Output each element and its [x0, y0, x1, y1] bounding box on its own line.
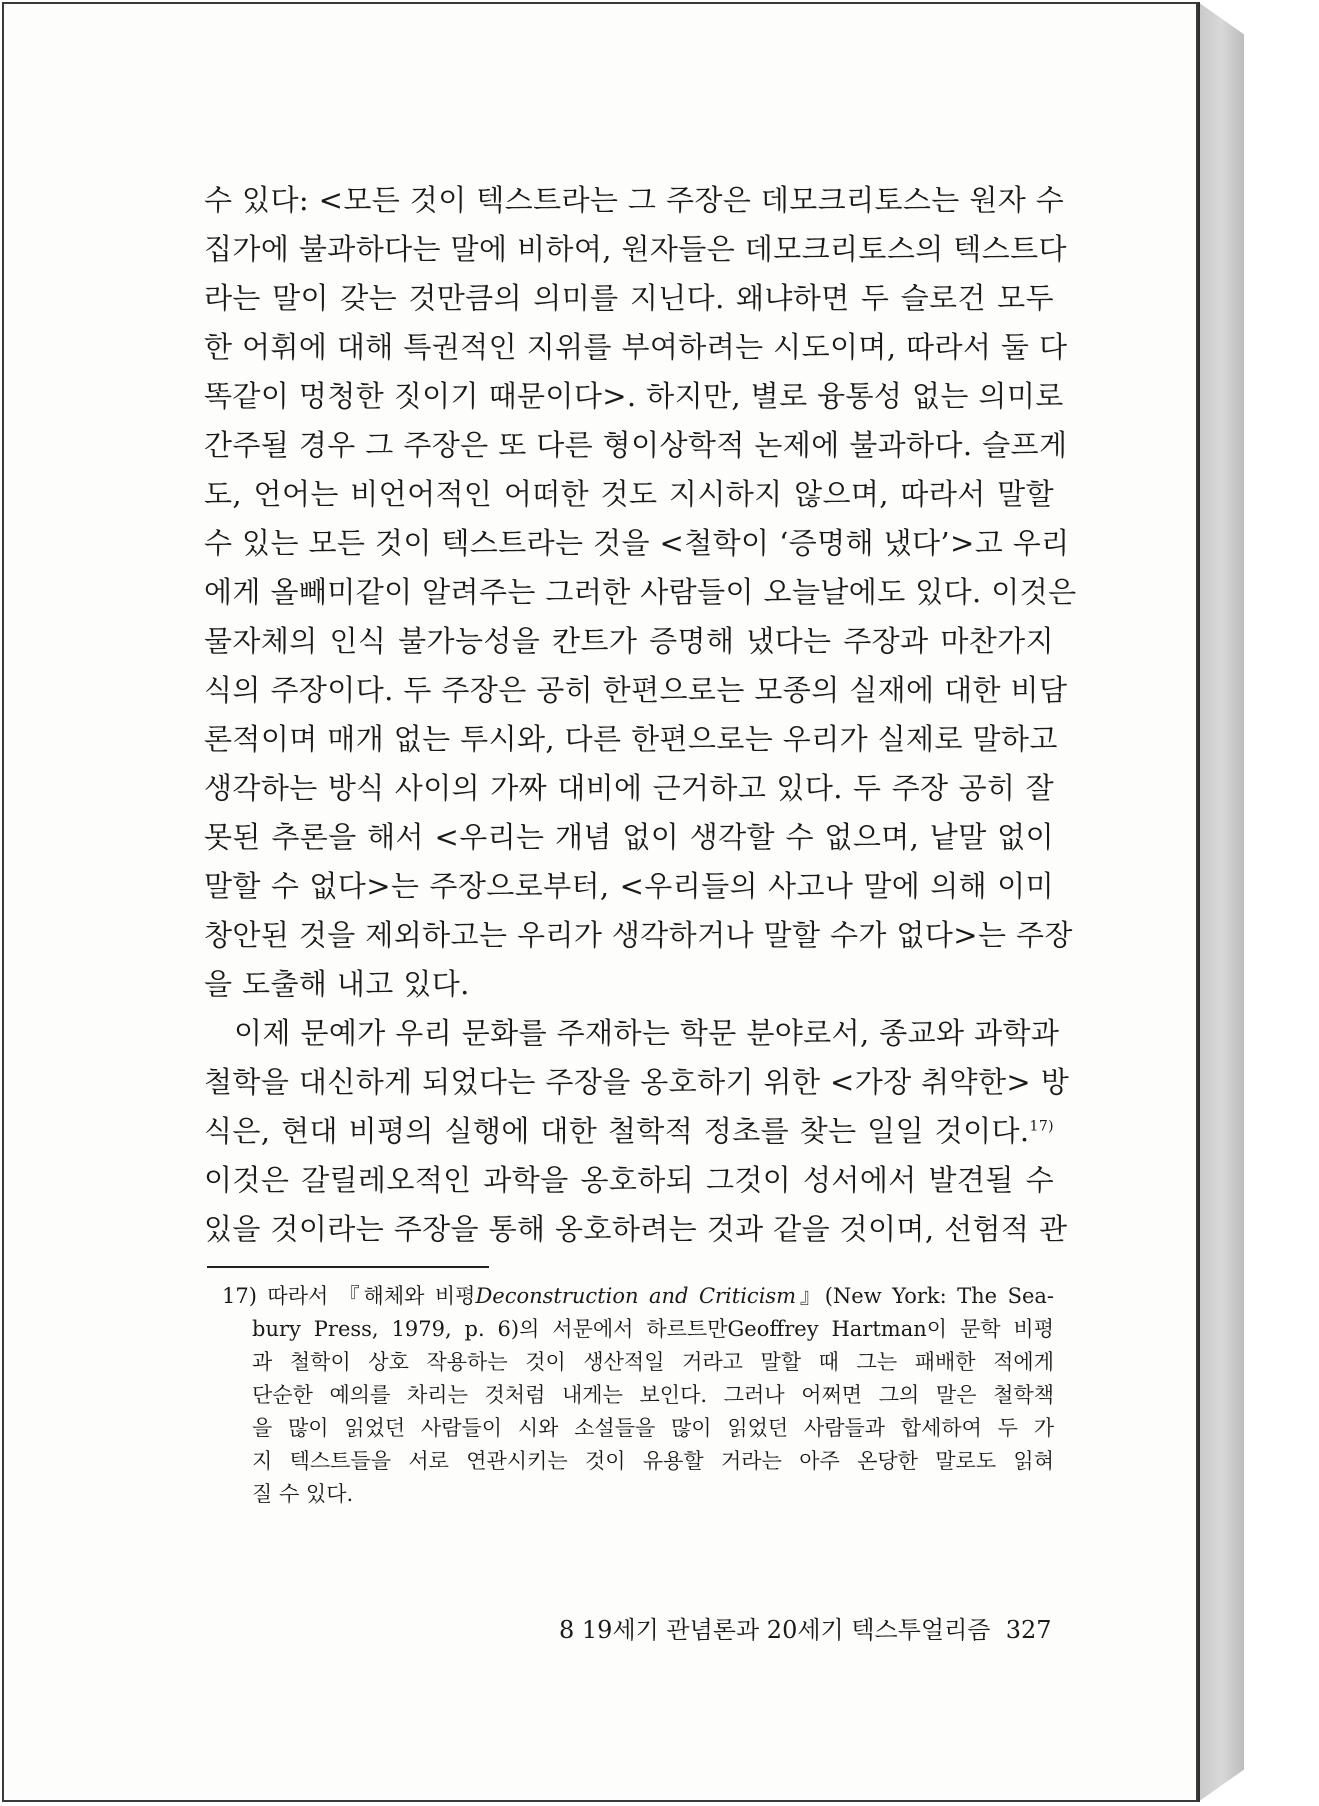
body-line: 물자체의 인식 불가능성을 칸트가 증명해 냈다는 주장과 마찬가지 [204, 624, 1054, 658]
body-line-text: 식은, 현대 비평의 실행에 대한 철학적 정초를 찾는 일일 것이다. [204, 1114, 1030, 1148]
body-line: 한 어휘에 대해 특권적인 지위를 부여하려는 시도이며, 따라서 둘 다 [204, 330, 1068, 364]
footnote-line: 질 수 있다. [252, 1482, 354, 1506]
body-line: 있을 것이라는 주장을 통해 옹호하려는 것과 같을 것이며, 선험적 관 [204, 1212, 1068, 1246]
body-line: 라는 말이 갖는 것만큼의 의미를 지닌다. 왜냐하면 두 슬로건 모두 [204, 281, 1054, 315]
body-line: 식의 주장이다. 두 주장은 공히 한편으로는 모종의 실재에 대한 비담 [204, 673, 1068, 707]
chapter-title: 8 19세기 관념론과 20세기 텍스투얼리즘 [559, 1616, 991, 1644]
footnote-line: 지 텍스트들을 서로 연관시키는 것이 유용할 거라는 아주 온당한 말로도 읽혀 [252, 1449, 1054, 1473]
running-footer [559, 1612, 1052, 1648]
body-line: 말할 수 없다>는 주장으로부터, <우리들의 사고나 말에 의해 이미 [204, 869, 1054, 903]
body-line: 수 있는 모든 것이 텍스트라는 것을 <철학이 ‘증명해 냈다’>고 우리 [204, 526, 1070, 560]
body-line: 에게 올빼미같이 알려주는 그러한 사람들이 오늘날에도 있다. 이것은 [204, 575, 1077, 609]
body-line: 못된 추론을 해서 <우리는 개념 없이 생각할 수 없으며, 낱말 없이 [204, 820, 1054, 854]
body-line: 도, 언어는 비언어적인 어떠한 것도 지시하지 않으며, 따라서 말할 [204, 477, 1054, 511]
paragraph-start-line: 이제 문예가 우리 문화를 주재하는 학문 분야로서, 종교와 과학과 [234, 1016, 1060, 1050]
footnote-text: 』(New York: The Sea- [796, 1284, 1055, 1308]
body-text [204, 176, 1077, 1254]
footnote-line: bury Press, 1979, p. 6)의 서문에서 하르트만Geoffrey Hartman이 문학 비평 [252, 1317, 1054, 1341]
body-line: 론적이며 매개 없는 투시와, 다른 한편으로는 우리가 실제로 말하고 [204, 722, 1058, 756]
footnote-title: Deconstruction and Criticism [475, 1284, 797, 1308]
footnote-divider [207, 1266, 489, 1268]
footnote-line: 을 많이 읽었던 사람들이 시와 소설들을 많이 읽었던 사람들과 합세하여 두 가 [252, 1416, 1054, 1440]
body-line: 수 있다: <모든 것이 텍스트라는 그 주장은 데모크리토스는 원자 수 [204, 183, 1065, 217]
footnote-number: 17) [222, 1284, 257, 1308]
body-line: 생각하는 방식 사이의 가짜 대비에 근거하고 있다. 두 주장 공히 잘 [204, 771, 1054, 805]
page-number: 327 [1005, 1616, 1052, 1644]
body-line: 창안된 것을 제외하고는 우리가 생각하거나 말할 수가 없다>는 주장 [204, 918, 1073, 952]
footnote-first-line [222, 1280, 1054, 1313]
book-page [2, 2, 1198, 1802]
body-line: 철학을 대신하게 되었다는 주장을 옹호하기 위한 <가장 취약한> 방 [204, 1065, 1070, 1099]
footnote-text: 따라서 『해체와 비평 [267, 1284, 476, 1308]
book-spine-line [1198, 2, 1200, 1802]
body-line: 집가에 불과하다는 말에 비하여, 원자들은 데모크리토스의 텍스트다 [204, 232, 1067, 266]
footnote-line: 단순한 예의를 차리는 것처럼 내게는 보인다. 그러나 어쩌면 그의 말은 철학책 [252, 1383, 1054, 1407]
book-page-edge [1198, 2, 1244, 1802]
footnote-reference[interactable]: 17) [1029, 1118, 1054, 1135]
footnote-line: 과 철학이 상호 작용하는 것이 생산적일 거라고 말할 때 그는 패배한 적에게 [252, 1350, 1054, 1374]
body-line: 을 도출해 내고 있다. [204, 967, 470, 1001]
body-line [204, 1107, 1054, 1156]
body-line: 이것은 갈릴레오적인 과학을 옹호하되 그것이 성서에서 발견될 수 [204, 1163, 1054, 1197]
footnote [222, 1280, 1054, 1511]
body-line: 간주될 경우 그 주장은 또 다른 형이상학적 논제에 불과하다. 슬프게 [204, 428, 1068, 462]
body-line: 똑같이 멍청한 짓이기 때문이다>. 하지만, 별로 융통성 없는 의미로 [204, 379, 1064, 413]
